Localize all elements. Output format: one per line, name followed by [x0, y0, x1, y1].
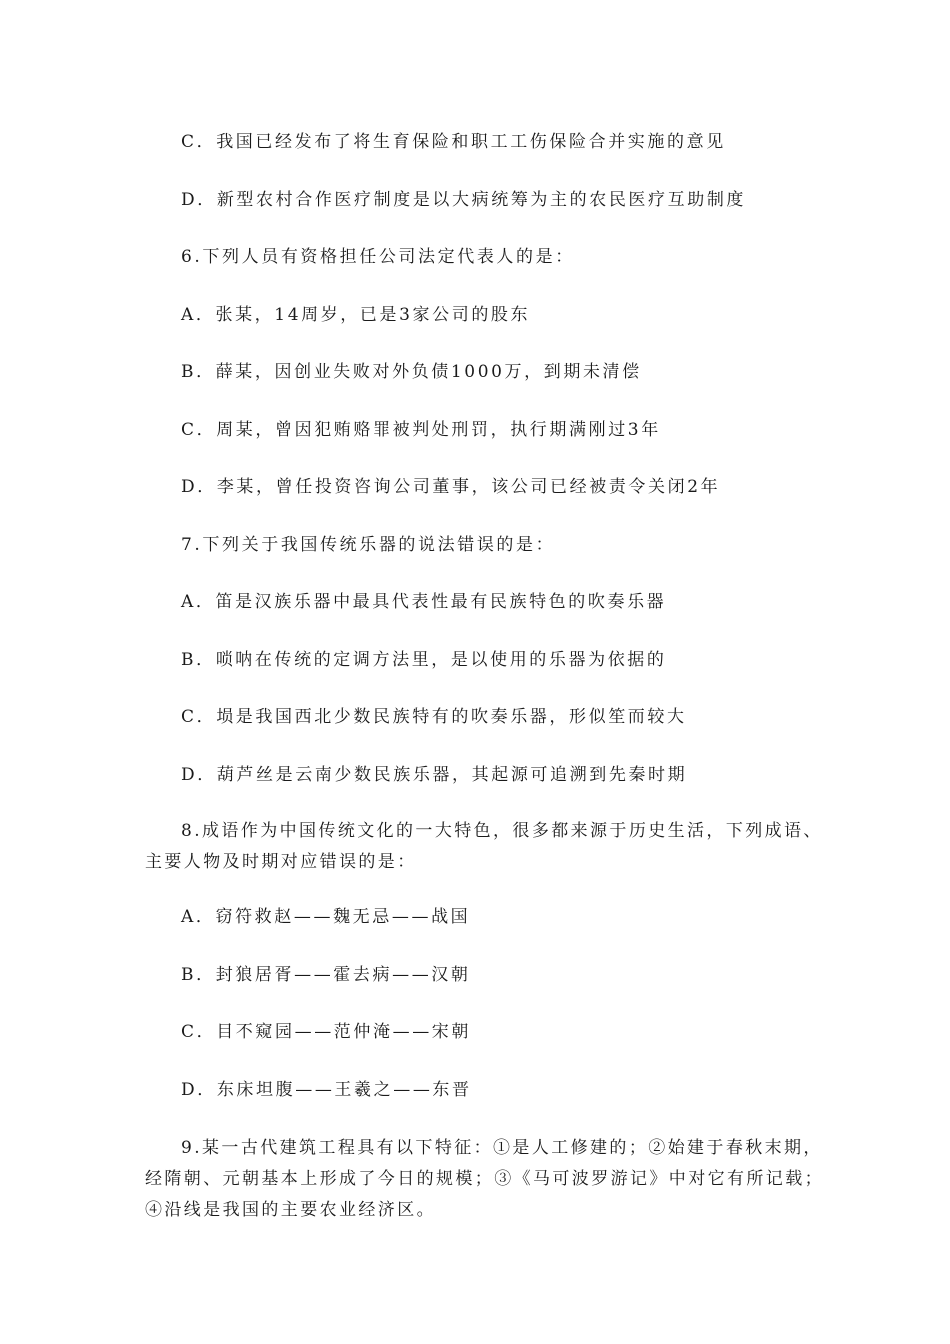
q9-question-line-1: 9.某一古代建筑工程具有以下特征：①是人工修建的；②始建于春秋末期，	[181, 1138, 823, 1158]
q5-option-c: C．我国已经发布了将生育保险和职工工伤保险合并实施的意见	[181, 132, 726, 152]
q7-option-c: C．埙是我国西北少数民族特有的吹奏乐器，形似笙而较大	[181, 707, 687, 727]
q7-question: 7.下列关于我国传统乐器的说法错误的是：	[181, 535, 556, 555]
q9-question-line-2: 经隋朝、元朝基本上形成了今日的规模；③《马可波罗游记》中对它有所记载；	[145, 1169, 824, 1189]
q8-option-b: B．封狼居胥——霍去病——汉朝	[181, 965, 471, 985]
q8-question	[145, 816, 823, 878]
q8-option-c: C．目不窥园——范仲淹——宋朝	[181, 1022, 472, 1042]
q9-question	[145, 1133, 824, 1226]
q5-option-d: D．新型农村合作医疗制度是以大病统筹为主的农民医疗互助制度	[181, 190, 747, 210]
q8-question-line-1: 8.成语作为中国传统文化的一大特色，很多都来源于历史生活，下列成语、	[181, 821, 823, 841]
q6-option-d: D．李某，曾任投资咨询公司董事，该公司已经被责令关闭2年	[181, 477, 721, 497]
q6-option-b: B．薛某，因创业失败对外负债1000万，到期未清偿	[181, 362, 642, 382]
q9-question-line-3: ④沿线是我国的主要农业经济区。	[145, 1200, 436, 1220]
q8-question-line-2: 主要人物及时期对应错误的是：	[145, 852, 417, 872]
q6-question: 6.下列人员有资格担任公司法定代表人的是：	[181, 247, 575, 267]
q6-option-a: A．张某，14周岁，已是3家公司的股东	[181, 305, 531, 325]
q6-option-c: C．周某，曾因犯贿赂罪被判处刑罚，执行期满刚过3年	[181, 420, 661, 440]
q8-option-d: D．东床坦腹——王羲之——东晋	[181, 1080, 472, 1100]
q7-option-b: B．唢呐在传统的定调方法里，是以使用的乐器为依据的	[181, 650, 667, 670]
q7-option-a: A．笛是汉族乐器中最具代表性最有民族特色的吹奏乐器	[181, 592, 667, 612]
q7-option-d: D．葫芦丝是云南少数民族乐器，其起源可追溯到先秦时期	[181, 765, 688, 785]
q8-option-a: A．窃符救赵——魏无忌——战国	[181, 907, 471, 927]
